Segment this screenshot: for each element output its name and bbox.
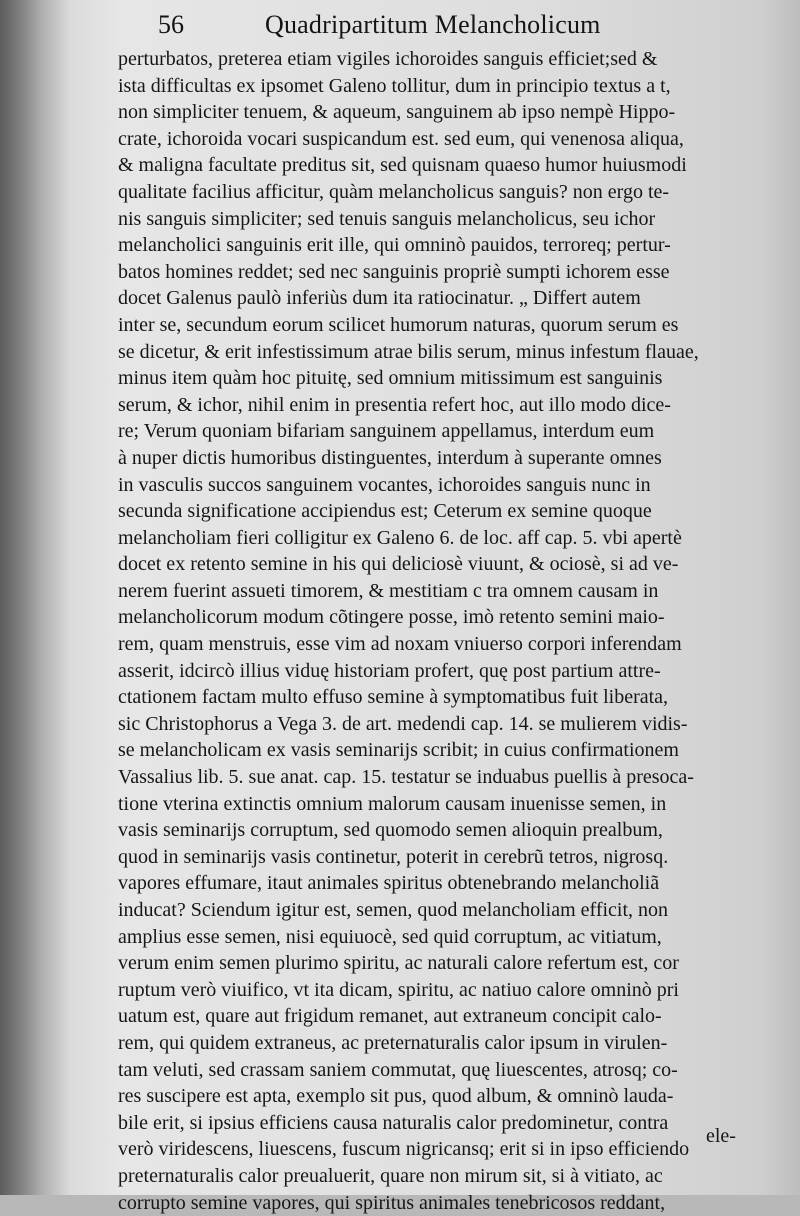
- text-line: verò viridescens, liuescens, fuscum nigricansq; erit si in ipso efficiendo: [118, 1138, 690, 1161]
- text-line: inducat? Sciendum igitur est, semen, quod melancholiam efficit, non: [118, 899, 669, 921]
- catchword: ele-: [706, 1125, 736, 1147]
- text-line: ruptum verò viuifico, vt ita dicam, spiritu, ac natiuo calore omninò pri: [118, 978, 679, 1001]
- text-line: preternaturalis calor preualuerit, quare non mirum sit, si à vitiato, ac: [118, 1164, 663, 1187]
- running-title: Quadripartitum Melancholicum: [265, 10, 601, 39]
- text-line: verum enim semen plurimo spiritu, ac naturali calore refertum est, cor: [118, 952, 679, 975]
- text-line: qualitate facilius afficitur, quàm melancholicus sanguis? non ergo te-: [118, 180, 670, 203]
- text-line: bile erit, si ipsius efficiens causa naturalis calor predominetur, contra: [118, 1111, 669, 1134]
- text-line: amplius esse semen, nisi equiuocè, sed quid corruptum, ac vitiatum,: [118, 925, 662, 948]
- text-line: melancholici sanguinis erit ille, qui omninò pauidos, terroreq; pertur-: [118, 234, 671, 257]
- text-line: vasis seminarijs corruptum, sed quomodo semen alioquin prealbum,: [118, 819, 663, 842]
- text-line: corrupto semine vapores, qui spiritus animales tenebricosos reddant,: [118, 1191, 666, 1214]
- text-line: serum, & ichor, nihil enim in presentia refert hoc, aut illo modo dice-: [118, 393, 671, 416]
- text-line: non simpliciter tenuem, & aqueum, sanguinem ab ipso nempè Hippo-: [118, 101, 676, 124]
- text-line: batos homines reddet; sed nec sanguinis propriè sumpti ichorem esse: [118, 260, 670, 283]
- text-line: perturbatos, preterea etiam vigiles ichoroides sanguis efficiet;sed &: [118, 48, 658, 70]
- text-line: sic Christophorus a Vega 3. de art. medendi cap. 14. se mulierem vidis-: [118, 712, 688, 735]
- page-header: [150, 6, 650, 46]
- text-line: tam veluti, sed crassam saniem commutat, quę liuescentes, atrosq; co-: [118, 1058, 678, 1081]
- text-line: tione vterina extinctis omnium malorum causam inuenisse semen, in: [118, 792, 667, 815]
- text-line: secunda significatione accipiendus est; Ceterum ex semine quoque: [118, 500, 652, 523]
- text-line: res suscipere est apta, exemplo sit pus, quod album, & omninò lauda-: [118, 1085, 674, 1108]
- text-line: ista difficultas ex ipsomet Galeno tollitur, dum in principio textus a t,: [118, 74, 671, 97]
- text-line: Vassalius lib. 5. sue anat. cap. 15. testatur se induabus puellis à presoca-: [118, 766, 694, 789]
- page-number: 56: [158, 10, 184, 39]
- gutter-shadow: [0, 0, 70, 1195]
- text-line: re; Verum quoniam bifariam sanguinem appellamus, interdum eum: [118, 420, 655, 443]
- text-line: se dicetur, & erit infestissimum atrae bilis serum, minus infestum flauae,: [118, 340, 699, 363]
- text-line: crate, ichoroida vocari suspicandum est. sed eum, qui venenosa aliqua,: [118, 127, 684, 150]
- text-line: uatum est, quare aut frigidum remanet, aut extraneum concipit calo-: [118, 1005, 662, 1028]
- text-line: nerem fuerint assueti timorem, & mestitiam c tra omnem causam in: [118, 579, 659, 602]
- text-line: docet Galenus paulò inferiùs dum ita ratiocinatur. „ Differt autem: [118, 287, 641, 310]
- text-line: inter se, secundum eorum scilicet humorum naturas, quorum serum es: [118, 313, 679, 336]
- text-line: docet ex retento semine in his qui deliciosè viuunt, & ociosè, si ad ve-: [118, 553, 679, 576]
- text-line: rem, qui quidem extraneus, ac preternaturalis calor ipsum in virulen-: [118, 1031, 668, 1054]
- text-line: nis sanguis simpliciter; sed tenuis sanguis melancholicus, seu ichor: [118, 207, 656, 230]
- text-line: à nuper dictis humoribus distinguentes, interdum à superante omnes: [118, 446, 662, 469]
- text-line: melancholiam fieri colligitur ex Galeno 6. de loc. aff cap. 5. vbi apertè: [118, 526, 682, 549]
- text-line: ctationem factam multo effuso semine à symptomatibus fuit liberata,: [118, 686, 669, 709]
- text-line: melancholicorum modum cõtingere posse, imò retento semini maio-: [118, 606, 665, 629]
- body-text: [118, 46, 778, 1216]
- text-line: in vasculis succos sanguinem vocantes, ichoroides sanguis nunc in: [118, 473, 651, 496]
- text-line: vapores effumare, itaut animales spiritus obtenebrando melancholiã: [118, 872, 660, 895]
- text-line: asserit, idcircò illius viduę historiam profert, quę post partium attre-: [118, 659, 661, 682]
- text-line: se melancholicam ex vasis seminarijs scribit; in cuius confirmationem: [118, 739, 679, 762]
- text-line: rem, quam menstruis, esse vim ad noxam vniuerso corpori inferendam: [118, 633, 682, 656]
- text-line: quod in seminarijs vasis continetur, poterit in cerebrũ tetros, nigrosq.: [118, 845, 669, 868]
- text-line: minus item quàm hoc pituitę, sed omnium mitissimum est sanguinis: [118, 367, 663, 390]
- text-line: & maligna facultate preditus sit, sed quisnam quaeso humor huiusmodi: [118, 154, 687, 177]
